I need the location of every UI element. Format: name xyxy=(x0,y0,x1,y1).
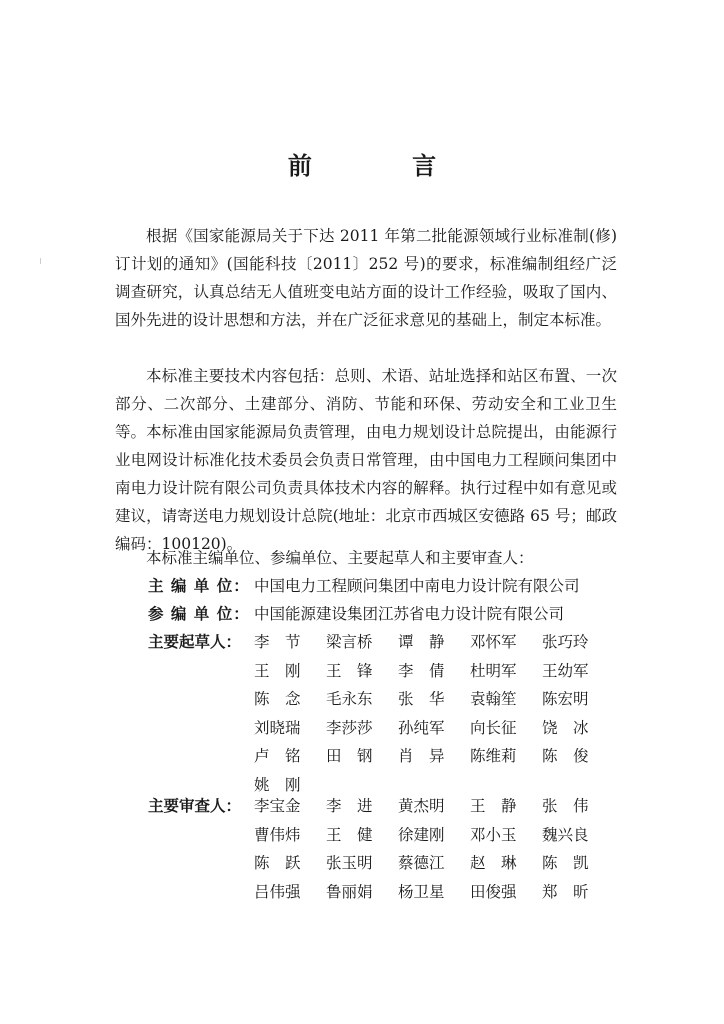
reviewers-row xyxy=(148,821,614,850)
reviewers-row xyxy=(148,792,614,821)
reviewers-name: 李宝金 xyxy=(254,797,301,815)
reviewers-name: 杨卫星 xyxy=(398,882,445,901)
reviewers-name: 田俊强 xyxy=(470,882,517,901)
participants-intro: 本标准主编单位、参编单位、主要起草人和主要审查人： xyxy=(146,549,534,567)
reviewers-label: 主要审查人： xyxy=(148,796,242,815)
paragraph-management: 本标准由国家能源局负责管理，由电力规划设计总院提出，由能源行业电网设计标准化技术委员会负责日常管理，由中国电力工程顾问集团中南电力设计院有限公司负责具体技术内容的解释。执行过程中如有意见或建议，请寄送电力规划设计总院(地址：北京市西城区安德路 65 号；邮政编码：100120)。 xyxy=(115,423,617,553)
drafters-name: 李 节 xyxy=(254,633,301,651)
drafters-name: 张 华 xyxy=(398,690,445,708)
drafters-name: 李莎莎 xyxy=(326,718,373,737)
chief-unit-value: 中国电力工程顾问集团中南电力设计院有限公司 xyxy=(254,577,580,595)
drafters-name: 谭 静 xyxy=(398,633,445,651)
chief-unit-label: 主 编 单 位： xyxy=(148,576,250,595)
reviewers-name: 张玉明 xyxy=(326,854,373,872)
drafters-name: 王幼军 xyxy=(542,661,589,680)
reviewers-label xyxy=(148,878,254,907)
chief-unit-line xyxy=(148,572,580,600)
drafters-row xyxy=(148,628,614,657)
scan-mark xyxy=(40,258,41,264)
reviewers-name: 邓小玉 xyxy=(470,825,517,844)
drafters-name: 袁翰笙 xyxy=(470,690,517,708)
drafters-name: 陈 念 xyxy=(254,690,301,708)
participating-unit-value: 中国能源建设集团江苏省电力设计院有限公司 xyxy=(254,605,565,623)
page-title: 前 言 xyxy=(287,151,483,180)
reviewers-name: 陈 跃 xyxy=(254,854,301,872)
drafters-name: 刘晓瑞 xyxy=(254,718,301,737)
reviewers-name: 郑 昕 xyxy=(542,882,589,901)
drafters-name: 陈维莉 xyxy=(470,747,517,765)
drafters-name: 卢 铭 xyxy=(254,747,301,765)
reviewers-row xyxy=(148,849,614,878)
drafters-row xyxy=(148,714,614,743)
reviewers-name: 王 静 xyxy=(470,797,517,815)
reviewers-name: 陈 凯 xyxy=(542,854,589,872)
reviewers-list xyxy=(148,792,614,906)
reviewers-name: 鲁丽娟 xyxy=(326,882,373,901)
drafters-name: 邓怀军 xyxy=(470,633,517,651)
paragraph-content: 本标准主要技术内容包括：总则、术语、站址选择和站区布置、一次部分、二次部分、土建部分、消防、节能和环保、劳动安全和工业卫生等。 xyxy=(115,367,617,441)
drafters-row xyxy=(148,742,614,771)
drafters-list xyxy=(148,628,614,799)
participating-unit-line xyxy=(148,600,564,628)
drafters-name: 张巧玲 xyxy=(542,633,589,651)
paragraph-basis: 根据《国家能源局关于下达 2011 年第二批能源领域行业标准制(修)订计划的通知》(国能科技〔2011〕252 号)的要求，标准编制组经广泛调查研究，认真总结无人值班变电站方面的设计工作经验，吸取了国内、国外先进的设计思想和方法，并在广泛征求意见的基础上，制定本标准。 xyxy=(115,227,617,329)
drafters-row xyxy=(148,657,614,686)
drafters-name: 陈 俊 xyxy=(542,747,589,765)
drafters-name: 李 倩 xyxy=(398,661,445,680)
reviewers-label xyxy=(148,821,254,850)
drafters-name: 梁言桥 xyxy=(326,633,373,651)
reviewers-name: 黄杰明 xyxy=(398,797,445,815)
drafters-name: 饶 冰 xyxy=(542,718,589,737)
reviewers-name: 蔡德江 xyxy=(398,854,445,872)
reviewers-name: 赵 琳 xyxy=(470,854,517,872)
drafters-name: 毛永东 xyxy=(326,690,373,708)
drafters-name: 陈宏明 xyxy=(542,690,589,708)
drafters-name: 向长征 xyxy=(470,718,517,737)
reviewers-name: 李 进 xyxy=(326,797,373,815)
drafters-name: 姚 刚 xyxy=(254,775,301,794)
reviewers-name: 魏兴良 xyxy=(542,825,589,844)
drafters-label xyxy=(148,714,254,743)
drafters-name: 肖 异 xyxy=(398,747,445,765)
drafters-name: 王 刚 xyxy=(254,661,301,680)
reviewers-name: 吕伟强 xyxy=(254,882,301,901)
drafters-row xyxy=(148,685,614,714)
drafters-name: 王 锋 xyxy=(326,661,373,680)
reviewers-name: 徐建刚 xyxy=(398,825,445,844)
reviewers-name: 张 伟 xyxy=(542,797,589,815)
drafters-label: 主要起草人： xyxy=(148,632,242,651)
drafters-name: 田 钢 xyxy=(326,747,373,765)
reviewers-name: 王 健 xyxy=(326,825,373,844)
drafters-name: 孙纯军 xyxy=(398,718,445,737)
drafters-label xyxy=(148,742,254,771)
participating-unit-label: 参 编 单 位： xyxy=(148,604,250,623)
reviewers-name: 曹伟炜 xyxy=(254,825,301,844)
reviewers-label xyxy=(148,849,254,878)
drafters-name: 杜明军 xyxy=(470,661,517,680)
drafters-label xyxy=(148,657,254,686)
drafters-label xyxy=(148,685,254,714)
reviewers-row xyxy=(148,878,614,907)
